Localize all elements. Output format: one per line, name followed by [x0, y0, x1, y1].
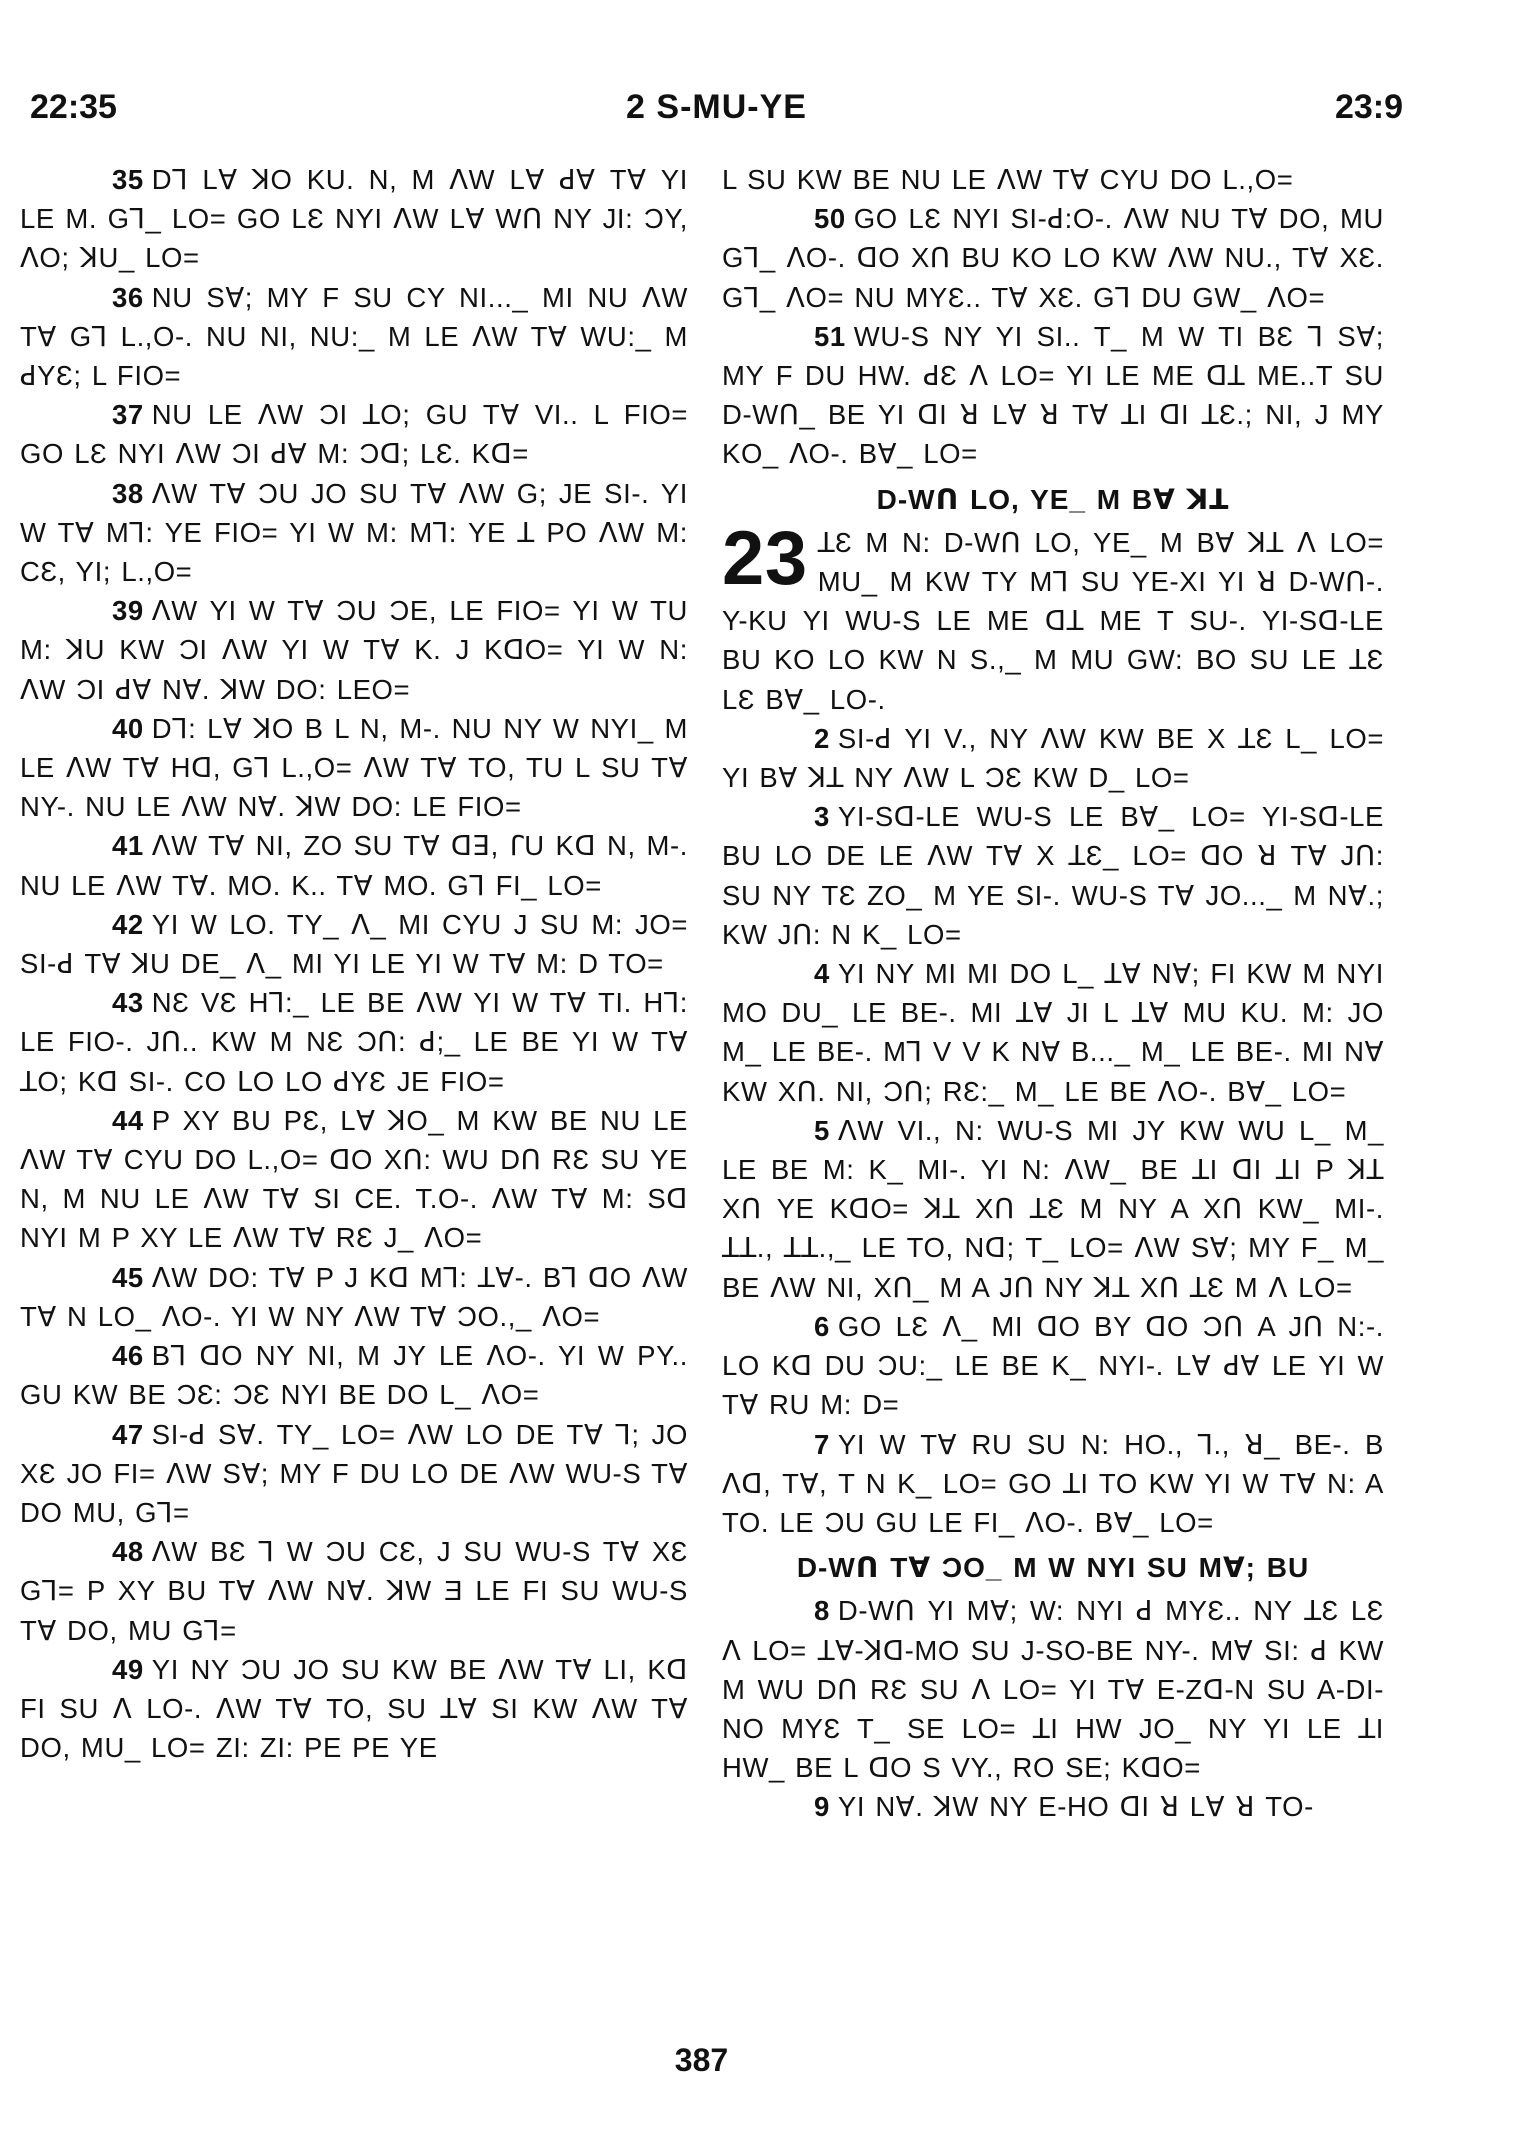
verse-number: 38 — [112, 477, 144, 509]
verse-text: ꓥW YI W Tꓯ ƆU ƆE, LE FIO= YI W TU M: ꓘU KW ƆI ꓥW YI W Tꓯ K. J KꓷO= YI W N: ꓥW ƆI ꓒꓯ Nꓯ. ꓘW DO: LEO= — [20, 595, 688, 705]
header-left-reference: 22:35 — [30, 88, 117, 126]
verse-paragraph — [722, 1307, 1384, 1425]
section-heading: D-Wꓵ Tꓯ ƆO_ M W NYI SU Mꓯ; BU — [796, 1552, 1310, 1584]
page-number: 387 — [674, 2042, 729, 2078]
verse-number: 49 — [112, 1653, 144, 1685]
verse-number: 43 — [112, 987, 144, 1019]
verse-text: NƐ VƐ HꞀ:_ LE BE ꓥW YI W Tꓯ TI. HꞀ: LE FIO-. Jꓵ.. KW M NƐ Ɔꓵ: ꓒ;_ LE BE YI W Tꓯ ꓕO; Kꓷ SI-. CO ꓡO LO ꓒYƐ JE FIO= — [20, 987, 688, 1097]
verse-text: P XY BU PƐ, Lꓯ ꓘO_ M KW BE NU LE ꓥW Tꓯ CYU DO L.,O= ꓷO Xꓵ: WU Dꓵ RƐ SU YE N, M NU LE ꓥW Tꓯ SI CE. T.O-. ꓥW Tꓯ M: Sꓷ NYI M P XY LE ꓥW Tꓯ RƐ J_ ꓥO= — [20, 1104, 688, 1254]
verse-paragraph — [20, 1415, 688, 1533]
verse-number: 8 — [814, 1595, 830, 1627]
right-column — [722, 160, 1384, 1827]
verse-text: YI Nꓯ. ꓘW NY E-HO ꓷI ꓤ Lꓯ ꓤ TO- — [837, 1791, 1314, 1823]
verse-number: 51 — [814, 320, 846, 352]
verse-paragraph — [20, 1101, 688, 1258]
verse-paragraph — [722, 1425, 1384, 1543]
verse-number: 5 — [814, 1114, 830, 1146]
verse-paragraph — [722, 954, 1384, 1111]
verse-text: SI-ꓒ Sꓯ. TY_ LO= ꓥW LO DE Tꓯ Ꞁ; JO XƐ JO FI= ꓥW Sꓯ; MY F DU LO DE ꓥW WU-S Tꓯ DO MU, GꞀ= — [20, 1418, 688, 1528]
verse-paragraph — [20, 278, 688, 396]
verse-text: D-Wꓵ YI Mꓯ; W: NYI ꓒ MYƐ.. NY ꓕƐ LƐ ꓥ LO= ꓕꓯ-ꓘꓷ-MO SU J-SO-BE NY-. Mꓯ SI: ꓒ KW M WU Dꓵ RƐ SU ꓥ LO= YI Tꓯ E-Zꓷ-N SU A-DI-NO MYƐ T_ SE LO= ꓕI HW JO_ NY YI LE ꓕI HW_ BE L ꓷO S VY., RO SE; KꓷO= — [722, 1595, 1384, 1784]
verse-number: 4 — [814, 958, 830, 990]
verse-paragraph — [722, 797, 1384, 954]
verse-paragraph — [722, 317, 1384, 474]
verse-number: 41 — [112, 830, 144, 862]
verse-text: YI NY ƆU JO SU KW BE ꓥW Tꓯ LI, Kꓷ FI SU ꓥ LO-. ꓥW Tꓯ TO, SU ꓕꓯ SI KW ꓥW Tꓯ DO, MU_ LO= ZI: ZI: PE PE YE — [20, 1653, 688, 1764]
verse-number: 35 — [112, 164, 144, 195]
verse-number: 7 — [814, 1428, 830, 1460]
header-right-reference: 23:9 — [1334, 88, 1403, 126]
verse-number: 39 — [112, 595, 144, 627]
verse-number: 46 — [112, 1340, 144, 1372]
verse-text: GO LƐ ꓥ_ MI ꓷO BY ꓷO Ɔꓵ A Jꓵ N:-. LO Kꓷ DU ƆU:_ LE BE K_ NYI-. Lꓯ ꓒꓯ LE YI W Tꓯ RU M: D= — [722, 1310, 1384, 1421]
verse-text: BꞀ ꓷO NY NI, M JY LE ꓥO-. YI W PY.. GU KW BE ƆƐ: ƆƐ NYI BE DO L_ ꓥO= — [20, 1340, 688, 1411]
verse-paragraph — [20, 1650, 688, 1768]
chapter-opening — [722, 515, 1384, 719]
verse-paragraph — [20, 983, 688, 1101]
verse-text: YI W Tꓯ RU SU N: HO., Ꞁ., ꓤ_ BE-. B ꓥꓷ, Tꓯ, T N K_ LO= GO ꓕI TO KW YI W Tꓯ N: A TO. LE ƆU GU LE FI_ ꓥO-. Bꓯ_ LO= — [722, 1428, 1384, 1538]
verse-paragraph — [20, 709, 688, 827]
verse-number: 40 — [112, 712, 144, 744]
verse-text: NU LE ꓥW ƆI ꓕO; GU Tꓯ VI.. L FIO= GO LƐ NYI ꓥW ƆI ꓒꓯ M: Ɔꓷ; LƐ. Kꓷ= — [20, 399, 688, 470]
verse-number: 44 — [112, 1104, 144, 1136]
verse-number: 48 — [112, 1536, 144, 1568]
left-column — [20, 160, 688, 1767]
verse-paragraph — [722, 1787, 1384, 1826]
verse-text: ꓥW DO: Tꓯ P J Kꓷ MꞀ: ꓕꓯ-. BꞀ ꓷO ꓥW Tꓯ N LO_ ꓥO-. YI W NY ꓥW Tꓯ ƆO.,_ ꓥO= — [20, 1261, 688, 1332]
verse-continuation: L SU KW BE NU LE ꓥW Tꓯ CYU DO L.,O= — [722, 164, 1294, 195]
verse-number: 2 — [814, 722, 830, 754]
verse-number: 50 — [814, 203, 846, 235]
verse-text: ꓥW Tꓯ NI, ZO SU Tꓯ ꓷꓱ, ꓩU Kꓷ N, M-. NU LE ꓥW Tꓯ. MO. K.. Tꓯ MO. GꞀ FI_ LO= — [20, 830, 688, 901]
verse-number: 45 — [112, 1261, 144, 1293]
verse-paragraph — [722, 719, 1384, 797]
verse-paragraph — [20, 1336, 688, 1414]
running-head — [30, 88, 1403, 136]
verse-paragraph — [20, 474, 688, 592]
verse-paragraph — [20, 591, 688, 709]
verse-paragraph — [20, 905, 688, 983]
verse-number: 36 — [112, 281, 144, 313]
verse-text: WU-S NY YI SI.. T_ M W TI BƐ Ꞁ Sꓯ; MY F DU HW. ꓒƐ ꓥ LO= YI LE ME ꓷꓕ ME..T SU D-Wꓵ_ BE YI ꓷI ꓤ Lꓯ ꓤ Tꓯ ꓕI ꓷI ꓕƐ.; NI, J MY KO_ ꓥO-. Bꓯ_ LO= — [722, 320, 1384, 470]
verse-text: YI W LO. TY_ ꓥ_ MI CYU J SU M: JO= SI-ꓒ Tꓯ ꓘU DE_ ꓥ_ MI YI LE YI W Tꓯ M: D TO= — [20, 908, 688, 980]
verse-text: ꓥW BƐ Ꞁ W ƆU CƐ, J SU WU-S Tꓯ XƐ GꞀ= P XY BU Tꓯ ꓥW Nꓯ. ꓘW Ǝ LE FI SU WU-S Tꓯ DO, MU GꞀ= — [20, 1536, 688, 1646]
verse-paragraph — [20, 826, 688, 904]
verse-paragraph — [20, 1258, 688, 1336]
verse-paragraph — [20, 1532, 688, 1650]
verse-number: 47 — [112, 1418, 144, 1450]
verse-number: 6 — [814, 1310, 830, 1342]
verse-text: DꞀ Lꓯ ꓘO KU. N, M ꓥW Lꓯ ꓒꓯ Tꓯ YI LE M. GꞀ_ LO= GO LƐ NYI ꓥW Lꓯ Wꓵ NY JI: ƆY, ꓥO; ꓘU_ LO= — [20, 164, 688, 274]
verse-text: DꞀ: Lꓯ ꓘO B L N, M-. NU NY W NYI_ M LE ꓥW Tꓯ Hꓷ, GꞀ L.,O= ꓥW Tꓯ TO, TU L SU Tꓯ NY-. NU LE ꓥW Nꓯ. ꓘW DO: LE FIO= — [20, 712, 688, 823]
verse-number: 9 — [814, 1791, 830, 1823]
verse-paragraph — [722, 1111, 1384, 1307]
verse-paragraph — [20, 160, 688, 278]
verse-text: YI-Sꓷ-LE WU-S LE Bꓯ_ LO= YI-Sꓷ-LE BU LO DE LE ꓥW Tꓯ X ꓕƐ_ LO= ꓷO ꓤ Tꓯ Jꓵ: SU NY TƐ ZO_ M YE SI-. WU-S Tꓯ JO..._ M Nꓯ.; KW Jꓵ: N K_ LO= — [722, 801, 1384, 950]
verse-text: NU Sꓯ; MY F SU CY NI..._ MI NU ꓥW Tꓯ GꞀ L.,O-. NU NI, NU:_ M LE ꓥW Tꓯ WU:_ M ꓒYƐ; L FIO= — [20, 281, 688, 392]
verse-number: 42 — [112, 908, 144, 940]
verse-text: SI-ꓒ YI V., NY ꓥW KW BE X ꓕƐ L_ LO= YI Bꓯ ꓘꓕ NY ꓥW L ƆƐ KW D_ LO= — [722, 722, 1384, 794]
verse-paragraph — [722, 1591, 1384, 1787]
chapter-number: 23 — [722, 515, 808, 601]
header-book-title: 2 S-MU-YE — [626, 88, 807, 126]
verse-text: ꓥW Tꓯ ƆU JO SU Tꓯ ꓥW G; JE SI-. YI W Tꓯ MꞀ: YE FIO= YI W M: MꞀ: YE ꓕ PO ꓥW M: CƐ, YI; L.,O= — [20, 477, 688, 588]
chapter-first-verse: ꓕƐ M N: D-Wꓵ LO, YE_ M Bꓯ ꓘꓕ ꓥ LO= MU_ M KW TY MꞀ SU YE-XI YI ꓤ D-Wꓵ-. Y-KU YI WU-S LE ME ꓷꓕ ME T SU-. YI-Sꓷ-LE BU KO LO KW N S.,_ M MU GW: BO SU LE ꓕƐ LƐ Bꓯ_ LO-. — [722, 526, 1384, 715]
verse-text: GO LƐ NYI SI-ꓒ:O-. ꓥW NU Tꓯ DO, MU GꞀ_ ꓥO-. ꓷO Xꓵ BU KO LO KW ꓥW NU., Tꓯ XƐ. GꞀ_ ꓥO= NU MYƐ.. Tꓯ XƐ. GꞀ DU GW_ ꓥO= — [722, 203, 1384, 313]
verse-number: 37 — [112, 399, 144, 431]
verse-paragraph — [20, 395, 688, 473]
verse-paragraph — [722, 199, 1384, 317]
verse-text: YI NY MI MI DO L_ ꓕꓯ Nꓯ; FI KW M NYI MO DU_ LE BE-. MI ꓕꓯ JI L ꓕꓯ MU KU. M: JO M_ LE BE-. MꞀ V V K Nꓯ B..._ M_ LE BE-. MI Nꓯ KW Xꓵ. NI, Ɔꓵ; RƐ:_ M_ LE BE ꓥO-. Bꓯ_ LO= — [722, 958, 1384, 1107]
verse-number: 3 — [814, 801, 830, 833]
verse-text: ꓥW VI., N: WU-S MI JY KW WU L_ M_ LE BE M: K_ MI-. YI N: ꓥW_ BE ꓕI ꓷI ꓕI P ꓘꓕ Xꓵ YE KꓷO= ꓘꓕ Xꓵ ꓕƐ M NY A Xꓵ KW_ MI-. ꓕꓕ., ꓕꓕ.,_ LE TO, Nꓷ; T_ LO= ꓥW Sꓯ; MY F_ M_ BE ꓥW NI, Xꓵ_ M A Jꓵ NY ꓘꓕ Xꓵ ꓕƐ M ꓥ LO= — [722, 1114, 1384, 1303]
section-heading: D-Wꓵ LO, YE_ M Bꓯ ꓘꓕ — [876, 483, 1230, 515]
